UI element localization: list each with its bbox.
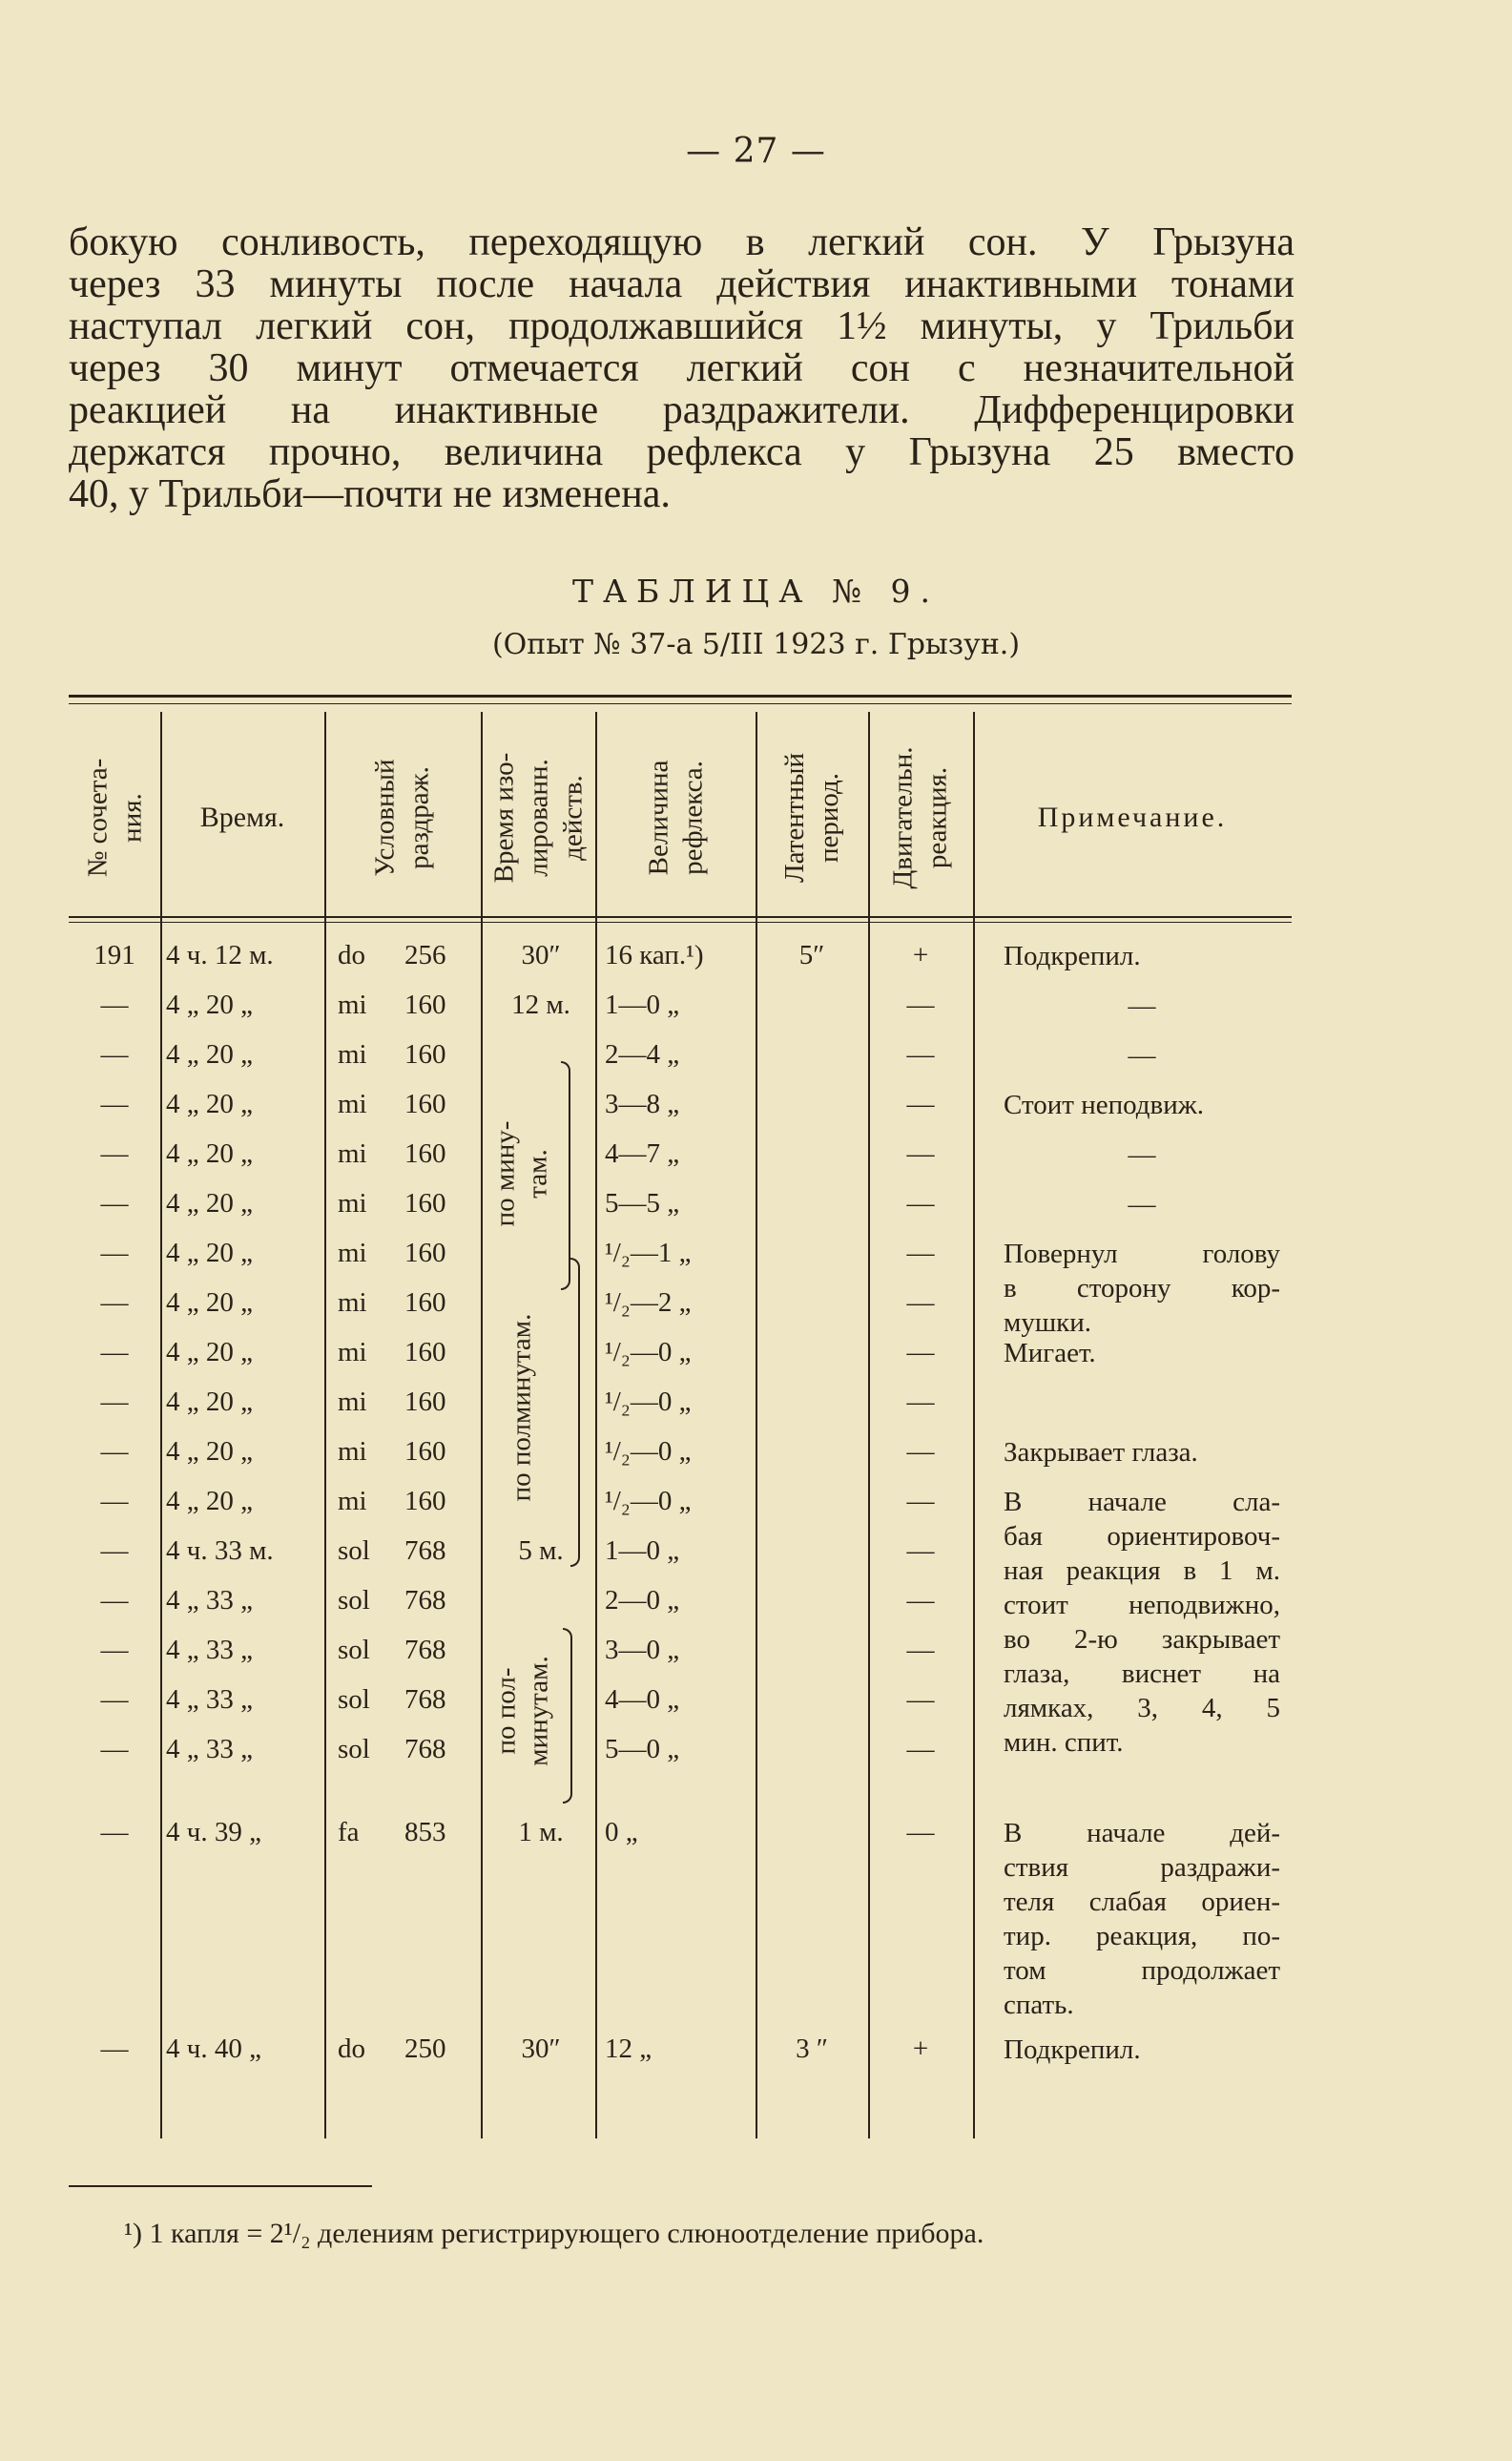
cell-freq: 160 <box>404 1287 446 1318</box>
note-line: бая ориентировоч- <box>1004 1521 1280 1552</box>
cell-num: — <box>100 1287 129 1318</box>
note-line: ная реакция в 1 м. <box>1004 1555 1280 1586</box>
note-cell <box>1004 1038 1280 1073</box>
note-cell <box>1004 1237 1280 1340</box>
cell-freq: 768 <box>404 1585 446 1616</box>
note-line: Подкрепил. <box>1004 2034 1141 2065</box>
paragraph-line: 40, у Трильби—почти не изменена. <box>69 472 671 516</box>
group-label-minutes: по мину- там. <box>489 1120 553 1227</box>
cell-freq: 160 <box>404 990 446 1020</box>
paragraph-line: наступал легкий сон, продолжавшийся 1½ минуты, у Трильби <box>69 304 1295 348</box>
cell-num: — <box>100 1089 129 1119</box>
cell-motor: — <box>906 1337 935 1367</box>
body-paragraph <box>69 221 1295 515</box>
cell-reflex: 3—8 „ <box>605 1089 680 1119</box>
cell-motor: — <box>906 1585 935 1616</box>
cell-num: — <box>100 1039 129 1070</box>
paragraph-line: через 33 минуты после начала действия инактивными тонами <box>69 262 1295 306</box>
cell-num: — <box>100 1337 129 1367</box>
cell-num: — <box>100 1238 129 1268</box>
cell-time: 4 „ 20 „ <box>166 1138 253 1169</box>
brace-half-minutes <box>570 1258 580 1567</box>
note-line: — <box>1128 1189 1156 1220</box>
cell-num: — <box>100 1436 129 1467</box>
note-cell <box>1004 1137 1280 1172</box>
cell-motor: — <box>906 1635 935 1665</box>
cell-num: — <box>100 1734 129 1764</box>
note-line: Мигает. <box>1004 1338 1096 1368</box>
cell-motor: — <box>906 1486 935 1516</box>
cell-num: — <box>100 1486 129 1516</box>
cell-stim: mi <box>338 990 367 1020</box>
cell-num: — <box>100 1684 129 1715</box>
cell-reflex: ¹/₂—0 „ <box>605 1436 692 1467</box>
cell-stim: do <box>338 940 365 970</box>
cell-iso: 30″ <box>521 940 561 970</box>
cell-iso: 5 м. <box>518 1535 564 1566</box>
note-line: Стоит неподвиж. <box>1004 1090 1205 1120</box>
note-cell <box>1004 989 1280 1023</box>
header-latent: Латентный период. <box>779 752 844 884</box>
cell-time: 4 „ 20 „ <box>166 1089 253 1119</box>
header-stimulus: Условный раздраж. <box>369 759 435 877</box>
cell-reflex: 1—0 „ <box>605 990 680 1020</box>
note-line: В начале дей- <box>1004 1818 1280 1848</box>
cell-stim: sol <box>338 1635 370 1665</box>
brace-minutes <box>561 1061 570 1290</box>
cell-time: 4 „ 20 „ <box>166 1337 253 1367</box>
cell-time: 4 „ 20 „ <box>166 1188 253 1219</box>
cell-time: 4 ч. 33 м. <box>166 1535 274 1566</box>
note-line: Повернул голову <box>1004 1239 1280 1269</box>
page-number: — 27 — <box>686 132 826 171</box>
header-reflex: Величина рефлекса. <box>642 760 708 876</box>
column-divider <box>160 712 162 2138</box>
cell-motor: — <box>906 1287 935 1318</box>
cell-freq: 160 <box>404 1089 446 1119</box>
note-line: лямках, 3, 4, 5 <box>1004 1693 1280 1723</box>
note-line: спать. <box>1004 1990 1074 2020</box>
cell-reflex: ¹/₂—2 „ <box>605 1287 692 1318</box>
cell-stim: sol <box>338 1734 370 1764</box>
header-time: Время. <box>199 802 285 833</box>
note-cell <box>1004 1336 1280 1370</box>
note-cell <box>1004 2033 1280 2067</box>
cell-stim: mi <box>338 1337 367 1367</box>
cell-stim: mi <box>338 1387 367 1417</box>
cell-stim: sol <box>338 1684 370 1715</box>
paragraph-line: бокую сонливость, переходящую в легкий сон. У Грызуна <box>69 220 1295 264</box>
cell-time: 4 „ 33 „ <box>166 1684 253 1715</box>
cell-time: 4 „ 20 „ <box>166 1238 253 1268</box>
paragraph-line: держатся прочно, величина рефлекса у Грызуна 25 вместо <box>69 430 1295 474</box>
cell-freq: 256 <box>404 940 446 970</box>
cell-time: 4 ч. 12 м. <box>166 940 274 970</box>
cell-iso: 30″ <box>521 2033 561 2064</box>
cell-freq: 160 <box>404 1486 446 1516</box>
cell-reflex: 4—7 „ <box>605 1138 680 1169</box>
table-top-rule-thin <box>69 703 1292 704</box>
header-note: Примечание. <box>1037 802 1228 833</box>
note-line: — <box>1128 1040 1156 1071</box>
cell-motor: — <box>906 990 935 1020</box>
note-line: мушки. <box>1004 1307 1092 1338</box>
cell-motor: + <box>912 2033 929 2064</box>
cell-freq: 250 <box>404 2033 446 2064</box>
note-line: теля слабая ориен- <box>1004 1887 1280 1917</box>
note-line: глаза, виснет на <box>1004 1658 1280 1689</box>
cell-freq: 160 <box>404 1188 446 1219</box>
cell-num: — <box>100 2033 129 2064</box>
note-line: тир. реакция, по- <box>1004 1921 1280 1951</box>
note-line: — <box>1128 991 1156 1021</box>
cell-motor: + <box>912 940 929 970</box>
note-cell <box>1004 1088 1280 1122</box>
cell-freq: 160 <box>404 1436 446 1467</box>
cell-num: — <box>100 1585 129 1616</box>
paragraph-line: через 30 минут отмечается легкий сон с незначительной <box>69 346 1295 390</box>
cell-num: 191 <box>93 940 135 970</box>
note-cell <box>1004 1485 1280 1760</box>
cell-reflex: ¹/₂—0 „ <box>605 1387 692 1417</box>
header-num: № сочета- ния. <box>82 758 147 878</box>
cell-time: 4 „ 20 „ <box>166 1486 253 1516</box>
cell-freq: 768 <box>404 1734 446 1764</box>
note-cell <box>1004 1816 1280 2022</box>
note-line: во 2-ю закрывает <box>1004 1624 1280 1655</box>
cell-stim: sol <box>338 1535 370 1566</box>
cell-stim: sol <box>338 1585 370 1616</box>
column-divider <box>595 712 597 2138</box>
cell-num: — <box>100 1535 129 1566</box>
cell-freq: 160 <box>404 1337 446 1367</box>
cell-reflex: 5—5 „ <box>605 1188 680 1219</box>
cell-freq: 160 <box>404 1387 446 1417</box>
table-title: ТАБЛИЦА № 9. <box>571 573 941 610</box>
note-line: стоит неподвижно, <box>1004 1590 1280 1620</box>
cell-stim: mi <box>338 1238 367 1268</box>
cell-reflex: 16 кап.¹) <box>605 940 704 970</box>
cell-reflex: 3—0 „ <box>605 1635 680 1665</box>
cell-time: 4 „ 33 „ <box>166 1734 253 1764</box>
cell-motor: — <box>906 1817 935 1847</box>
cell-time: 4 „ 20 „ <box>166 990 253 1020</box>
note-line: Подкрепил. <box>1004 941 1141 971</box>
cell-latent: 5″ <box>798 940 825 970</box>
brace-half-minutes-2 <box>563 1628 572 1804</box>
cell-time: 4 „ 20 „ <box>166 1436 253 1467</box>
table-top-rule <box>69 695 1292 698</box>
table-subtitle: (Опыт № 37-а 5/III 1923 г. Грызун.) <box>491 628 1021 661</box>
note-cell <box>1004 1187 1280 1221</box>
cell-reflex: 0 „ <box>605 1817 638 1847</box>
column-divider <box>481 712 483 2138</box>
cell-iso: 12 м. <box>511 990 570 1020</box>
header-bottom-rule-2 <box>69 922 1292 923</box>
cell-stim: mi <box>338 1486 367 1516</box>
cell-motor: — <box>906 1188 935 1219</box>
column-divider <box>756 712 757 2138</box>
cell-motor: — <box>906 1535 935 1566</box>
cell-reflex: 4—0 „ <box>605 1684 680 1715</box>
cell-reflex: 5—0 „ <box>605 1734 680 1764</box>
cell-latent: 3 ″ <box>796 2033 828 2064</box>
cell-motor: — <box>906 1387 935 1417</box>
cell-num: — <box>100 990 129 1020</box>
cell-motor: — <box>906 1138 935 1169</box>
cell-num: — <box>100 1188 129 1219</box>
cell-time: 4 ч. 39 „ <box>166 1817 261 1847</box>
cell-num: — <box>100 1387 129 1417</box>
cell-time: 4 „ 20 „ <box>166 1039 253 1070</box>
group-label-half-minutes: по полминутам. <box>506 1313 536 1502</box>
footnote-rule <box>69 2185 372 2187</box>
group-label-half-minutes-2: по пол- минутам. <box>491 1656 554 1766</box>
note-line: ствия раздражи- <box>1004 1852 1280 1883</box>
header-motor: Двигательн. реакция. <box>888 746 953 889</box>
column-divider <box>973 712 975 2138</box>
note-line: мин. спит. <box>1004 1727 1124 1758</box>
note-cell <box>1004 1435 1280 1470</box>
cell-reflex: 12 „ <box>605 2033 652 2064</box>
note-cell <box>1004 939 1280 973</box>
cell-time: 4 „ 33 „ <box>166 1585 253 1616</box>
cell-motor: — <box>906 1734 935 1764</box>
footnote: ¹) 1 капля = 2¹/₂ делениям регистрирующего слюноотделение прибора. <box>124 2218 984 2249</box>
cell-freq: 160 <box>404 1039 446 1070</box>
cell-freq: 160 <box>404 1238 446 1268</box>
cell-freq: 768 <box>404 1684 446 1715</box>
cell-time: 4 ч. 40 „ <box>166 2033 261 2064</box>
cell-stim: mi <box>338 1089 367 1119</box>
cell-stim: mi <box>338 1188 367 1219</box>
note-line: В начале сла- <box>1004 1487 1280 1517</box>
cell-num: — <box>100 1635 129 1665</box>
cell-freq: 853 <box>404 1817 446 1847</box>
cell-stim: mi <box>338 1436 367 1467</box>
data-table <box>69 695 1292 2141</box>
cell-stim: mi <box>338 1138 367 1169</box>
paragraph-line: реакцией на инактивные раздражители. Дифференцировки <box>69 388 1295 432</box>
cell-freq: 160 <box>404 1138 446 1169</box>
cell-stim: do <box>338 2033 365 2064</box>
cell-time: 4 „ 20 „ <box>166 1287 253 1318</box>
cell-motor: — <box>906 1089 935 1119</box>
cell-stim: mi <box>338 1039 367 1070</box>
cell-num: — <box>100 1817 129 1847</box>
cell-freq: 768 <box>404 1635 446 1665</box>
note-line: — <box>1128 1139 1156 1170</box>
cell-reflex: ¹/₂—0 „ <box>605 1337 692 1367</box>
cell-stim: mi <box>338 1287 367 1318</box>
cell-motor: — <box>906 1684 935 1715</box>
cell-reflex: 1—0 „ <box>605 1535 680 1566</box>
cell-time: 4 „ 20 „ <box>166 1387 253 1417</box>
cell-reflex: 2—4 „ <box>605 1039 680 1070</box>
column-divider <box>324 712 326 2138</box>
cell-num: — <box>100 1138 129 1169</box>
cell-motor: — <box>906 1238 935 1268</box>
cell-iso: 1 м. <box>518 1817 564 1847</box>
cell-motor: — <box>906 1436 935 1467</box>
cell-stim: fa <box>338 1817 360 1847</box>
cell-reflex: 2—0 „ <box>605 1585 680 1616</box>
header-isolated: Время изо- лированн. действ. <box>488 752 588 884</box>
cell-freq: 768 <box>404 1535 446 1566</box>
cell-reflex: ¹/₂—1 „ <box>605 1238 692 1268</box>
cell-time: 4 „ 33 „ <box>166 1635 253 1665</box>
note-line: том продолжает <box>1004 1955 1280 1986</box>
column-divider <box>868 712 870 2138</box>
cell-motor: — <box>906 1039 935 1070</box>
note-line: в сторону кор- <box>1004 1273 1280 1303</box>
cell-reflex: ¹/₂—0 „ <box>605 1486 692 1516</box>
note-line: Закрывает глаза. <box>1004 1437 1198 1468</box>
